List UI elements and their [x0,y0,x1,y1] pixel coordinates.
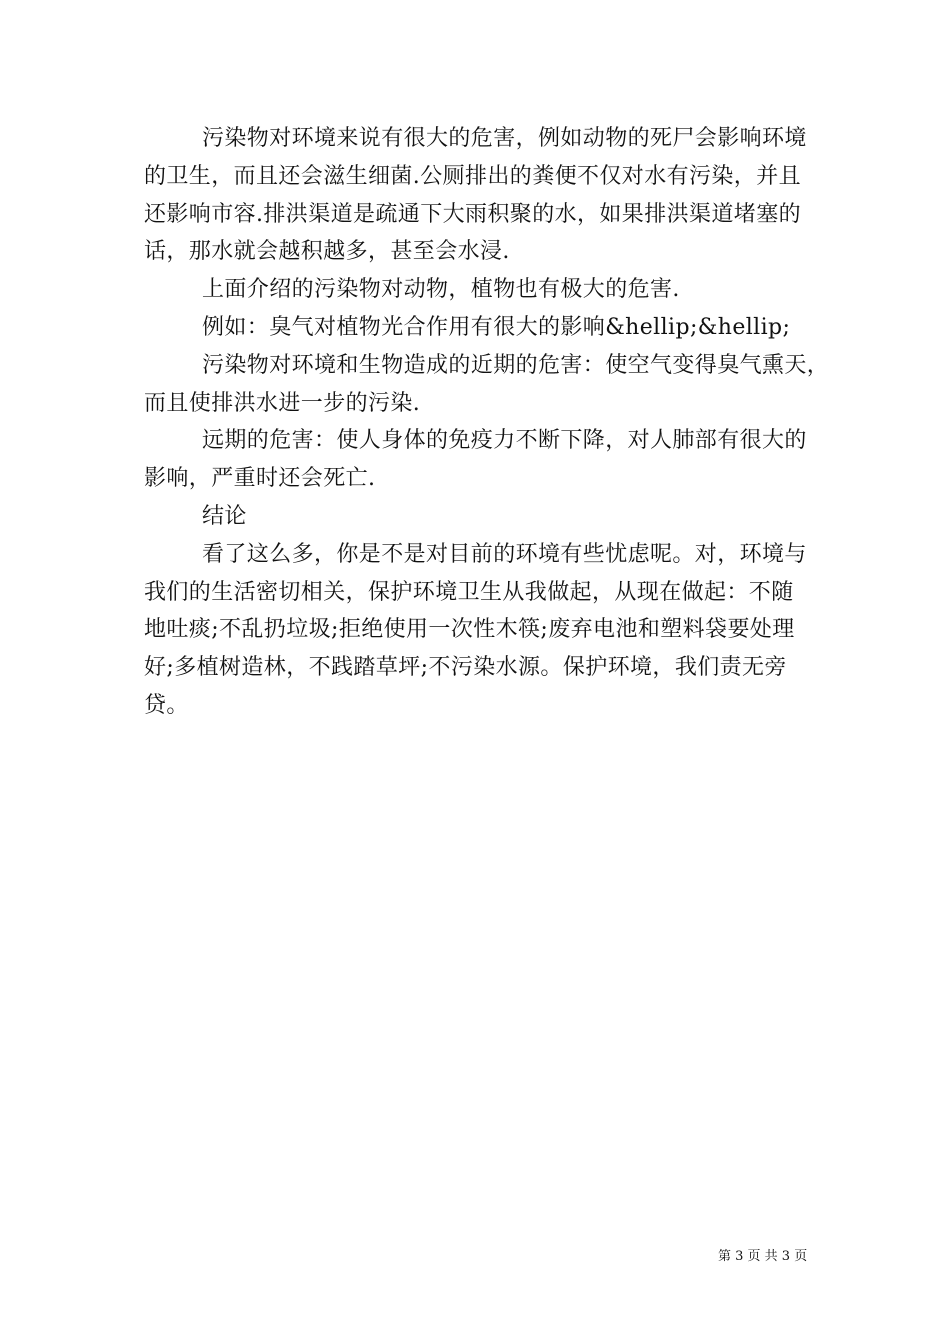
section-heading: 结论 [202,503,247,529]
paragraph-line: 好;多植树造林，不践踏草坪;不污染水源。保护环境，我们责无旁 [144,655,787,681]
paragraph-line: 看了这么多，你是不是对目前的环境有些忧虑呢。对，环境与 [202,541,807,567]
paragraph-line: 的卫生，而且还会滋生细菌.公厕排出的粪便不仅对水有污染，并且 [144,163,801,189]
paragraph-line: 话，那水就会越积越多，甚至会水浸. [144,239,510,265]
paragraph-line: 地吐痰;不乱扔垃圾;拒绝使用一次性木筷;废弃电池和塑料袋要处理 [144,617,795,643]
paragraph-line: 还影响市容.排洪渠道是疏通下大雨积聚的水，如果排洪渠道堵塞的 [144,201,801,227]
paragraph-line: 而且使排洪水进一步的污染. [144,390,421,416]
paragraph-line: 远期的危害：使人身体的免疫力不断下降，对人肺部有很大的 [202,428,807,454]
paragraph-line: 上面介绍的污染物对动物，植物也有极大的危害. [202,277,680,303]
document-body [144,120,830,725]
page-number: 第 3 页 共 3 页 [718,1249,808,1264]
paragraph-line: 例如：臭气对植物光合作用有很大的影响&hellip;&hellip; [202,314,791,340]
paragraph-line: 影响，严重时还会死亡. [144,466,376,492]
paragraph-line: 污染物对环境来说有很大的危害，例如动物的死尸会影响环境 [202,126,807,151]
paragraph-line: 贷。 [144,692,189,718]
paragraph-line: 我们的生活密切相关，保护环境卫生从我做起，从现在做起：不随 [144,579,794,605]
paragraph-line: 污染物对环境和生物造成的近期的危害：使空气变得臭气熏天， [202,352,830,378]
